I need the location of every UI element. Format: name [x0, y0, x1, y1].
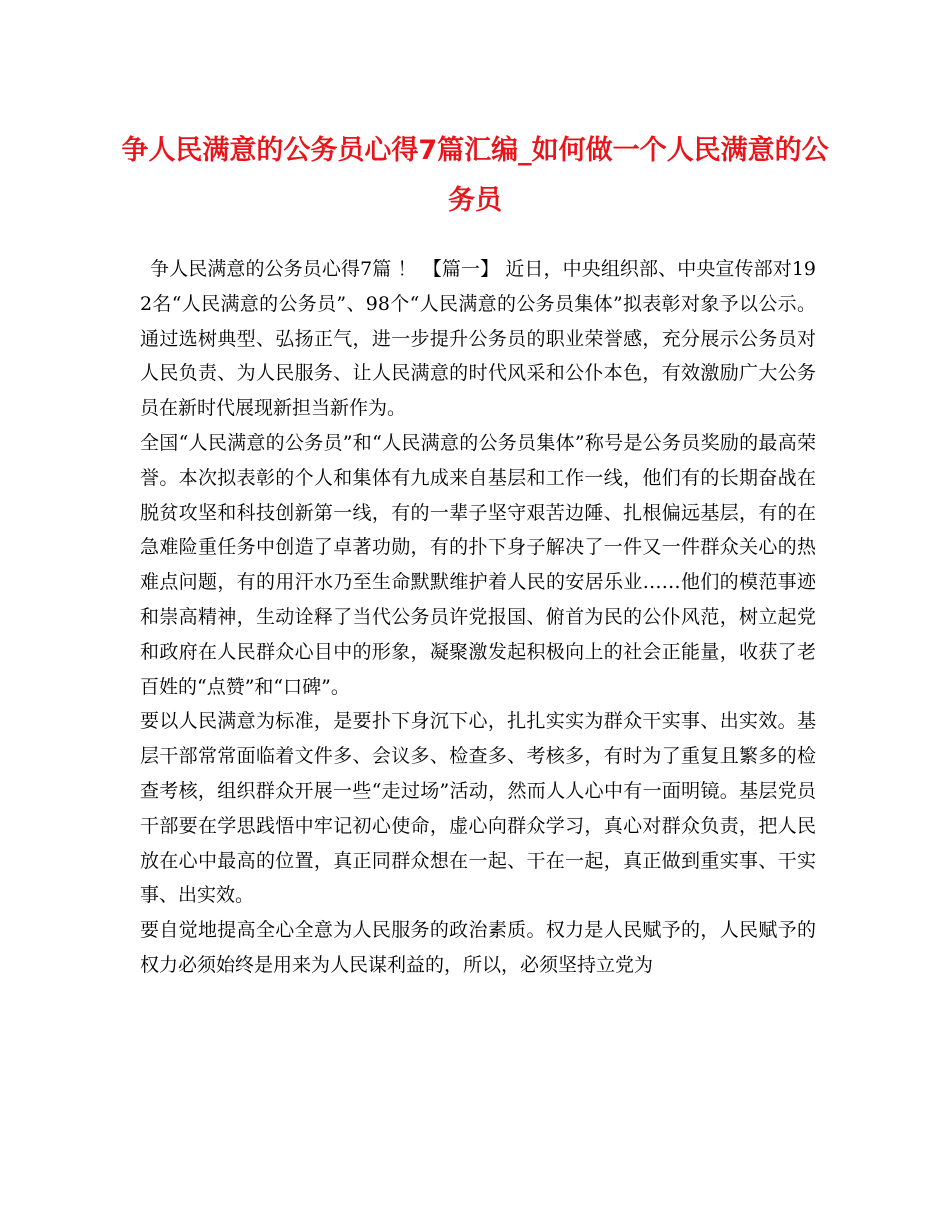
paragraph-3: 要以人民满意为标准，是要扑下身沉下心，扎扎实实为群众干实事、出实效。基层干部常常面临着文件多、会议多、检查多、考核多，有时为了重复且繁多的检查考核，组织群众开展一些“走过场”活动，然而人人心中有一面明镜。基层党员干部要在学思践悟中牢记初心使命，虚心向群众学习，真心对群众负责，把人民放在心中最高的位置，真正同群众想在一起、干在一起，真正做到重实事、干实事、出实效。 — [140, 710, 816, 907]
paragraph-4: 要自觉地提高全心全意为人民服务的政治素质。权力是人民赋予的，人民赋予的权力必须始终是用来为人民谋利益的，所以，必须坚持立党为 — [140, 919, 816, 976]
paragraph-2: 全国“人民满意的公务员”和“人民满意的公务员集体”称号是公务员奖励的最高荣誉。本次拟表彰的个人和集体有九成来自基层和工作一线，他们有的长期奋战在脱贫攻坚和科技创新第一线，有的一辈子坚守艰苦边陲、扎根偏远基层，有的在急难险重任务中创造了卓著功勋，有的扑下身子解决了一件又一件群众关心的热难点问题，有的用汗水乃至生命默默维护着人民的安居乐业……他们的模范事迹和崇高精神，生动诠释了当代公务员许党报国、俯首为民的公仆风范，树立起党和政府在人民群众心目中的形象，凝聚激发起积极向上的社会正能量，收获了老百姓的“点赞”和“口碑”。 — [140, 431, 816, 698]
paragraph-1: 争人民满意的公务员心得7篇 ！ 【篇一】 近日，中央组织部、中央宣传部对192名“人民满意的公务员”、98个“人民满意的公务员集体”拟表彰对象予以公示。通过选树典型、弘扬正气，进一步提升公务员的职业荣誉感，充分展示公务员对人民负责、为人民服务、让人民满意的时代风采和公仆本色，有效激励广大公务员在新时代展现新担当新作为。 — [140, 258, 816, 420]
document-title: 争人民满意的公务员心得7篇汇编_如何做一个人民满意的公务员 — [121, 135, 829, 216]
document-body — [140, 252, 816, 983]
